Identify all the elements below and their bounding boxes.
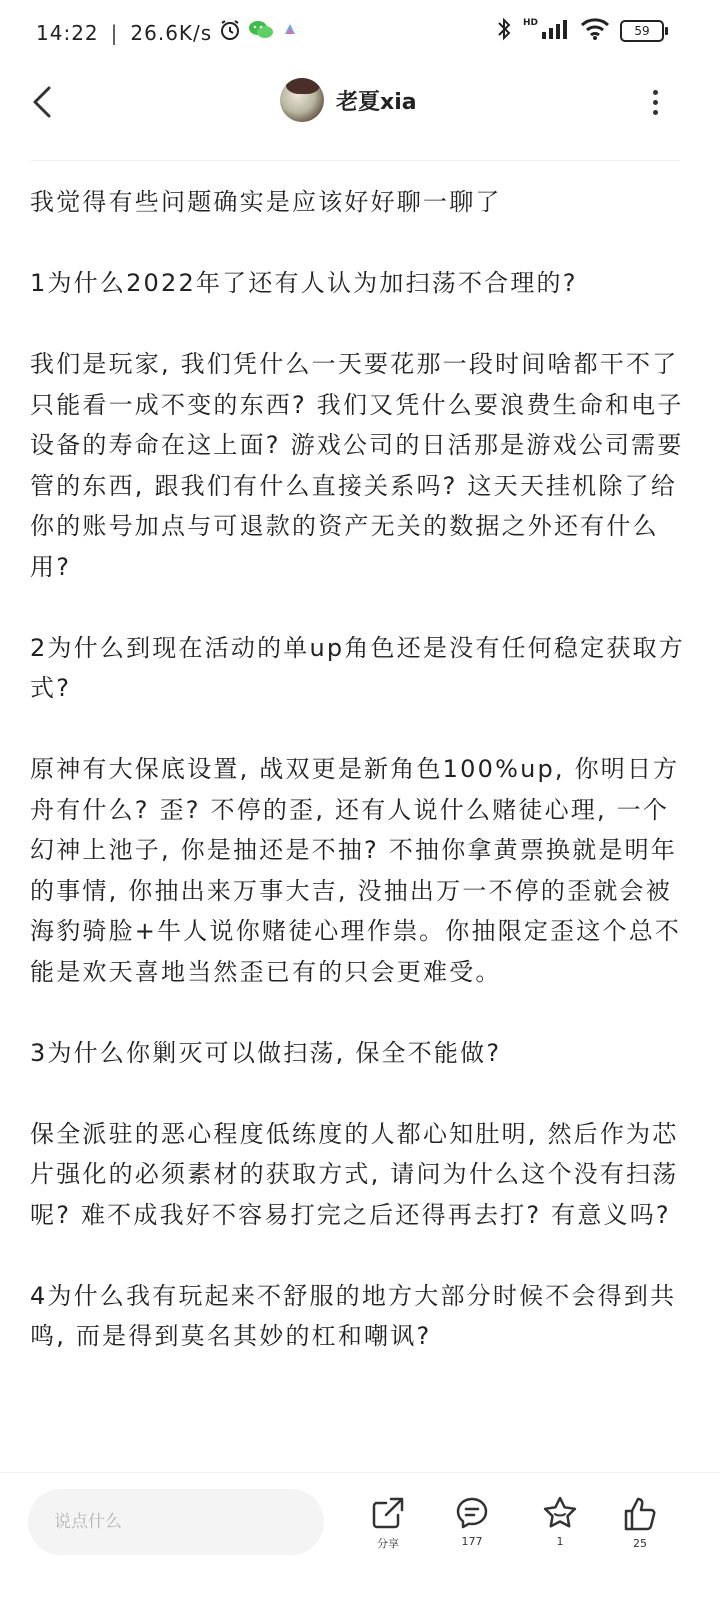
like-button[interactable]	[608, 1495, 672, 1550]
favorite-button[interactable]	[528, 1495, 592, 1548]
post-paragraph: 我觉得有些问题确实是应该好好聊一聊了	[30, 188, 502, 216]
more-vertical-icon-dot	[653, 90, 658, 95]
alarm-icon	[218, 18, 242, 47]
post-paragraph: 保全派驻的恶心程度低练度的人都心知肚明, 然后作为芯片强化的必须素材的获取方式, 请问为什么这个没有扫荡呢? 难不成我好不容易打完之后还得再去打? 有意义吗?	[30, 1119, 679, 1229]
post-paragraph: 1为什么2022年了还有人认为加扫荡不合理的?	[30, 269, 578, 297]
author-info[interactable]	[280, 78, 417, 122]
share-label: 分享	[377, 1537, 399, 1550]
author-name[interactable]: 老夏xia	[336, 89, 417, 115]
header-divider	[30, 160, 680, 161]
more-vertical-icon-dot	[653, 100, 658, 105]
wifi-icon	[580, 17, 610, 45]
bottom-action-bar	[0, 1472, 720, 1601]
status-time: 14:22	[36, 20, 99, 45]
comment-button[interactable]	[440, 1495, 504, 1548]
comment-icon	[454, 1495, 490, 1531]
more-button[interactable]	[640, 84, 670, 120]
share-button[interactable]	[356, 1495, 420, 1551]
app-notification-icon	[280, 20, 300, 45]
network-speed: 26.6K/s	[130, 20, 213, 45]
bluetooth-icon	[495, 16, 513, 46]
post-paragraph: 原神有大保底设置, 战双更是新角色100%up, 你明日方舟有什么? 歪? 不停的歪, 还有人说什么赌徒心理, 一个幻神上池子, 你是抽还是不抽? 不抽你拿黄票换就是明年的事情, 你抽出来万事大吉, 没抽出万一不停的歪就会被海豹骑脸+牛人说你赌徒心理作祟。你抽限定歪这个总不能是欢天喜地当然歪已有的只会更难受。	[30, 755, 682, 986]
status-left	[36, 18, 300, 47]
back-button[interactable]	[20, 80, 64, 124]
chevron-left-icon	[31, 85, 53, 119]
status-right	[495, 16, 664, 46]
battery-indicator: 59	[620, 20, 664, 42]
thumbs-up-icon	[622, 1495, 658, 1533]
status-separator: |	[110, 20, 119, 45]
post-paragraph: 我们是玩家, 我们凭什么一天要花那一段时间啥都干不了只能看一成不变的东西? 我们又凭什么要浪费生命和电子设备的寿命在这上面? 游戏公司的日活那是游戏公司需要管的东西, 跟我们有什么直接关系吗? 这天天挂机除了给你的账号加点与可退款的资产无关的数据之外还有什么用?	[30, 350, 684, 581]
post-paragraph: 4为什么我有玩起来不舒服的地方大部分时候不会得到共鸣, 而是得到莫名其妙的杠和嘲讽?	[30, 1281, 677, 1350]
comment-count: 177	[461, 1535, 483, 1548]
comment-input[interactable]: 说点什么	[28, 1489, 324, 1555]
share-icon	[370, 1495, 406, 1531]
post-paragraph: 3为什么你剿灭可以做扫荡, 保全不能做?	[30, 1038, 502, 1067]
favorite-count: 1	[556, 1535, 564, 1548]
more-vertical-icon-dot	[653, 110, 658, 115]
post-content	[30, 182, 690, 1397]
top-bar	[0, 62, 720, 160]
status-bar	[0, 0, 720, 62]
hd-label: HD	[522, 18, 538, 28]
post-paragraph: 2为什么到现在活动的单up角色还是没有任何稳定获取方式?	[30, 633, 685, 702]
avatar[interactable]	[280, 78, 324, 122]
star-icon	[542, 1495, 578, 1531]
wechat-icon	[248, 19, 274, 46]
like-count: 25	[633, 1537, 647, 1550]
signal-icon	[540, 18, 570, 44]
